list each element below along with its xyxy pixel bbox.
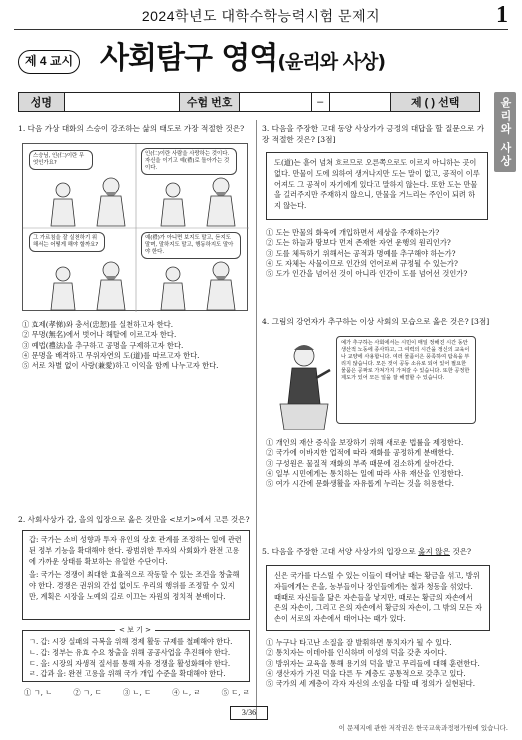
q2-passage-gap: 갑: 국가는 소비 성향과 투자 유인의 상호 관계를 조정하는 일에 관련된 정부 기능을 확대해야 한다. 광범위한 투자의 사회화가 완전 고용에 가까운 상태를 확보하는 유일한 수단이다. — [29, 535, 242, 566]
q4-option-1[interactable]: ① 개인의 재산 증식을 보장하기 위해 새로운 법률을 제정한다. — [266, 438, 464, 447]
q2-option-1[interactable]: ① ㄱ, ㄴ — [24, 688, 53, 697]
page-counter: 3/36 — [230, 706, 268, 720]
q2-passage-box — [22, 530, 250, 620]
q1-option-1[interactable]: ① 효제(孝悌)와 충서(忠恕)를 실천하고자 한다. — [22, 320, 174, 329]
q5-stem — [262, 546, 494, 557]
q5-option-2[interactable]: ② 통치자는 이데아를 인식하며 이성의 덕을 갖춘 자이다. — [266, 648, 447, 658]
q5-option-1[interactable]: ① 누구나 타고난 소질을 잘 발휘하면 통치자가 될 수 있다. — [266, 638, 452, 647]
q2-option-2[interactable]: ② ㄱ, ㄷ — [73, 688, 102, 697]
q4-illustration — [276, 334, 476, 430]
q3-passage-box: 도(道)는 흩어 넘쳐 흐르므로 오른쪽으로도 이르지 아니하는 곳이 없다. 만물이 도에 의하여 생겨나지만 도는 말이 없고, 공적이 이루어져도 그 공적이 자기에게 있다고 말하지 않는다. 또한 도는 만물을 길러주지만 주재하지 않으니, 만물을 거느리는 주인이 되려 하지 않는다. — [266, 152, 488, 220]
q2-bogi-item-4: ㄹ. 갑과 을: 완전 고용을 위해 국가 개입 수준을 확대해야 한다. — [29, 669, 226, 679]
exam-number-label: 수험 번호 — [180, 93, 240, 111]
q2-bogi-item-1: ㄱ. 갑: 시장 실패의 극복을 위해 경제 활동 규제를 철폐해야 한다. — [29, 637, 233, 646]
q3-option-2[interactable]: ② 도는 하늘과 땅보다 먼저 존재한 자연 운행의 원리인가? — [266, 238, 451, 248]
q1-bubble-2: 인(仁)이란 사람을 사랑하는 것이다. 자신을 이기고 예(禮)로 돌아가는 것이다. — [141, 148, 237, 175]
q3-option-5[interactable]: ⑤ 도가 인간을 넘어선 것이 아니라 인간이 도를 넘어선 것인가? — [266, 269, 468, 279]
page-number: 1 — [496, 2, 508, 28]
q3-option-3[interactable]: ③ 도를 체득하기 위해서는 공적과 명예를 추구해야 하는가? — [266, 248, 456, 258]
q2-bogi-box — [22, 626, 250, 682]
choice-label: 제 ( ) 선택 — [391, 93, 479, 111]
info-row — [18, 92, 480, 112]
side-subject-tab: 윤리와 사상 — [494, 92, 516, 172]
subject-title — [100, 33, 385, 77]
q4-option-5[interactable]: ⑤ 여가 시간에 문화생활을 자유롭게 누리는 것을 허용한다. — [266, 479, 454, 489]
student-figure-3 — [51, 267, 75, 310]
exam-number-field-1[interactable] — [240, 93, 312, 111]
q1-stem: 1. 다음 가상 대화의 스승이 강조하는 삶의 태도로 가장 적절한 것은? — [18, 124, 245, 133]
q3-option-4[interactable]: ④ 도 자체는 사물이므로 인간의 언어로써 규정될 수 있는가? — [266, 259, 458, 269]
q4-option-3[interactable]: ③ 구성원은 물질적 재화의 부족 때문에 검소하게 살아간다. — [266, 458, 454, 468]
session-badge: 제 4 교시 — [18, 50, 80, 74]
q2-options — [24, 688, 250, 698]
q2-passage-eul: 을: 국가는 경쟁이 최대한 효율적으로 작동할 수 있는 조건을 창출해야 한다. 경쟁은 권위의 간섭 없이도 우리의 행위를 조정할 수 있지만, 계획은 시장을 노예의 길로 이끄는 자원의 정치적 분배이다. — [29, 570, 240, 601]
q1-option-2[interactable]: ② 무명(無名)에서 벗어나 해탈에 이르고자 한다. — [22, 330, 177, 340]
header-rule — [14, 29, 508, 30]
speaker-figure — [288, 345, 330, 404]
q2-bogi-item-2: ㄴ. 갑: 정부는 유효 수요 창출을 위해 공공사업을 추진해야 한다. — [29, 647, 231, 657]
student-figure-2 — [161, 183, 185, 226]
name-field[interactable] — [65, 93, 181, 111]
q5-option-5[interactable]: ⑤ 국가의 세 계층이 각자 자신의 소임을 다할 때 정의가 실현된다. — [266, 679, 476, 689]
q2-option-4[interactable]: ④ ㄴ, ㄹ — [172, 688, 201, 697]
teacher-figure-2 — [207, 178, 235, 226]
q1-option-5[interactable]: ⑤ 서로 차별 없이 사랑(兼愛)하고 이익을 함께 나누고자 한다. — [22, 361, 219, 371]
teacher-figure-4 — [207, 262, 235, 310]
q1-cartoon — [22, 143, 248, 311]
exam-number-dash: – — [312, 93, 330, 111]
q3-option-1[interactable]: ① 도는 만물의 화육에 개입하면서 세상을 주재하는가? — [266, 228, 440, 237]
q2-bogi-title: < 보 기 > — [115, 625, 155, 636]
q5-option-3[interactable]: ③ 방위자는 교육을 통해 용기의 덕을 발고 무리들에 대해 훈련한다. — [266, 658, 480, 668]
q5-passage-box: 신은 국가를 다스릴 수 있는 이들이 태어날 때는 황금을 섞고, 방위자들에게는 은을, 농부들이나 장인들에게는 철과 청동을 섞었다. 때때로 자신들을 닮은 자손들을 낳지만, 때로는 황금의 자손에서 은의 자손이, 그리고 은의 자손에서 황금의 자손이, 그 밖의 모든 자손이 서로의 자손에서 태어나는 때가 있다. — [266, 565, 490, 631]
q1-bubble-4: 예(禮)가 아니면 보지도 말고, 듣지도 말며, 말하지도 말고, 행동하지도 말아야 한다. — [141, 232, 241, 259]
q4-options — [266, 438, 498, 490]
q5-options — [266, 638, 498, 690]
q4-stem: 4. 그림의 강연자가 추구하는 이상 사회의 모습으로 옳은 것은? [3점] — [262, 317, 490, 326]
q3-options — [266, 228, 498, 280]
q1-bubble-3: 그 가르침을 잘 실천하기 위해서는 어떻게 해야 할까요? — [29, 232, 105, 252]
name-label: 성명 — [19, 93, 65, 111]
student-figure-1 — [51, 183, 75, 226]
q4-option-4[interactable]: ④ 일부 시민에게는 통치하는 일에 따라 사유 재산을 인정한다. — [266, 469, 464, 479]
q1-bubble-1: 스승님, 인(仁)이란 무엇인가요? — [29, 150, 93, 170]
q5-stem-emphasis: 옳지 않은 — [418, 547, 450, 556]
lectern-icon — [280, 404, 328, 430]
student-figure-4 — [161, 267, 185, 310]
q2-bogi-item-3: ㄷ. 을: 시장의 자생적 질서를 통해 자유 경쟁을 활성화해야 한다. — [29, 658, 231, 668]
q5-stem-post: 것은? — [449, 547, 472, 556]
subject-name: 사회탐구 영역 — [100, 41, 278, 76]
q1-option-4[interactable]: ④ 문명을 배격하고 무위자연의 도(道)를 따르고자 한다. — [22, 351, 200, 361]
subject-subtitle: (윤리와 사상) — [277, 51, 386, 73]
teacher-figure-1 — [97, 178, 125, 226]
column-divider — [256, 120, 257, 720]
q1-options — [22, 320, 252, 372]
q5-option-4[interactable]: ④ 생산자가 가진 덕을 다른 두 계층도 공통적으로 갖추고 있다. — [266, 669, 466, 679]
q3-stem: 3. 다음을 주장한 고대 동양 사상가가 긍정의 대답을 할 질문으로 가장 적절한 것은? [3점] — [262, 124, 485, 144]
teacher-figure-3 — [97, 262, 125, 310]
q2-stem: 2. 사회사상가 갑, 을의 입장으로 옳은 것만을 <보기>에서 고른 것은? — [18, 515, 250, 524]
q2-option-5[interactable]: ⑤ ㄷ, ㄹ — [221, 688, 250, 697]
exam-title: 2024학년도 대학수학능력시험 문제지 — [141, 8, 381, 24]
exam-number-field-2[interactable] — [330, 93, 392, 111]
q2-option-3[interactable]: ③ ㄴ, ㄷ — [122, 688, 152, 697]
q4-option-2[interactable]: ② 국가에 이바지한 업적에 따라 재화를 공정하게 분배한다. — [266, 448, 454, 458]
q1-option-3[interactable]: ③ 예법(禮法)을 추구하고 공명을 구제하고자 한다. — [22, 340, 184, 350]
page-counter-total: 36 — [248, 708, 257, 717]
page-counter-current: 3 — [241, 708, 246, 717]
q4-speech-bubble: 예가 추구하는 사회에서는 시민이 매일 정해진 시간 동안 생산적 노동에 종사하고, 그 여력의 시간을 정신의 교육이나 교양에 사용합니다. 여러 물품이은 풍족하여 탐욕을 부리지 않습니다. 모든 것이 공동 소유로 되어 있어 필요한 물품은 공짜로 가져가지 가져갈 수 있습니다. 또한 공정한 제도가 있어 모든 일을 잘 해결할 수 있습니다. — [336, 336, 476, 424]
q5-stem-pre: 5. 다음을 주장한 고대 서양 사상가의 입장으로 — [262, 547, 419, 556]
copyright-note: 이 문제지에 관한 저작권은 한국교육과정평가원에 있습니다. — [338, 724, 508, 732]
